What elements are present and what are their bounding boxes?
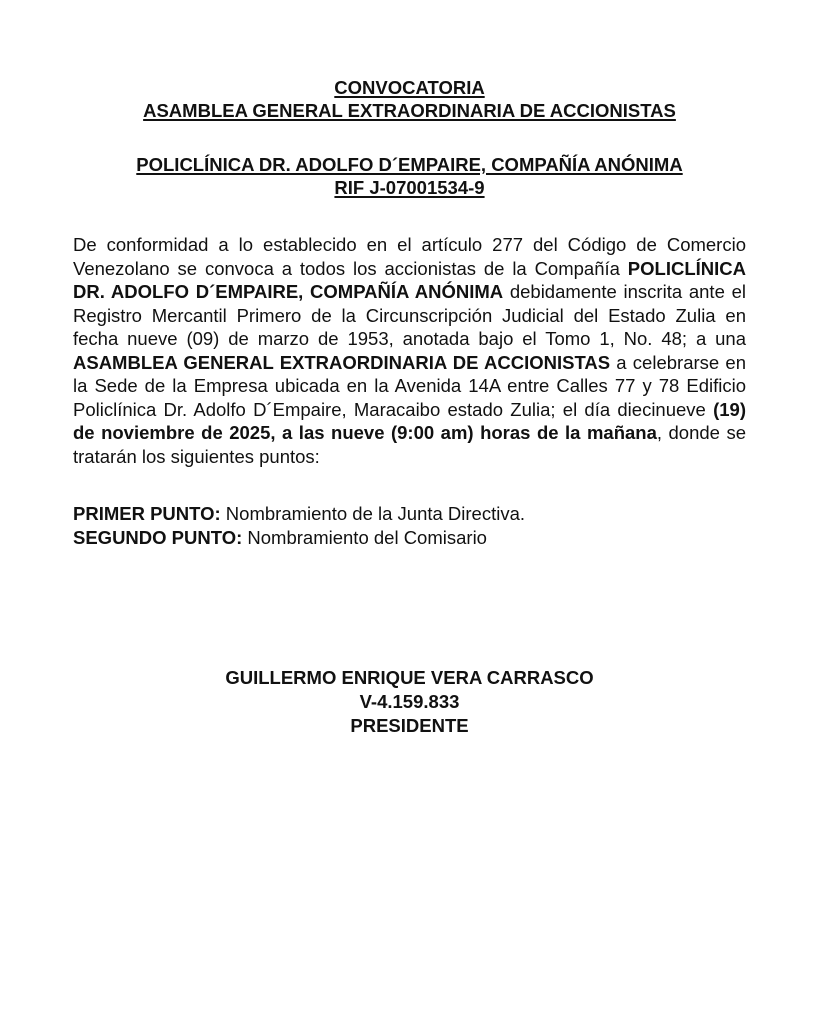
agenda-point-text: Nombramiento del Comisario xyxy=(242,526,487,548)
signature-block xyxy=(73,666,746,738)
agenda-points xyxy=(73,502,746,549)
agenda-point-label: PRIMER PUNTO: xyxy=(73,503,221,524)
signer-name: GUILLERMO ENRIQUE VERA CARRASCO xyxy=(225,667,594,688)
document-page xyxy=(73,76,746,736)
paragraph-assembly-bold: ASAMBLEA GENERAL EXTRAORDINARIA DE ACCIONISTAS xyxy=(73,351,611,373)
company-rif: RIF J-07001534-9 xyxy=(334,177,485,198)
paragraph-text-2: debidamente inscrita ante el Registro Mercantil Primero de la Circunscripción Judicial del Estado Zulia en fecha nueve (09) de marzo de 1953, anotada bajo el Tomo 1, No. 48; a una xyxy=(73,281,746,349)
paragraph-text-4: , donde se tratarán los siguientes puntos: xyxy=(73,422,746,467)
agenda-point-text: Nombramiento de la Junta Directiva. xyxy=(220,503,526,524)
paragraph-date-bold: (19) de noviembre de 2025, a las nueve (9:00 am) horas de la mañana xyxy=(73,398,746,443)
agenda-point-label: SEGUNDO PUNTO: xyxy=(73,526,243,548)
paragraph-company-bold: POLICLÍNICA DR. ADOLFO D´EMPAIRE, COMPAÑÍA ANÓNIMA xyxy=(73,257,746,302)
company-block xyxy=(73,153,746,199)
agenda-point xyxy=(73,502,746,526)
document-title: CONVOCATORIA xyxy=(334,77,485,98)
company-name: POLICLÍNICA DR. ADOLFO D´EMPAIRE, COMPAÑÍA ANÓNIMA xyxy=(136,154,683,175)
convocation-paragraph xyxy=(73,233,746,468)
signer-id: V-4.159.833 xyxy=(359,691,460,712)
agenda-point xyxy=(73,526,746,550)
signer-role: PRESIDENTE xyxy=(350,715,469,736)
paragraph-text-3: a celebrarse en la Sede de la Empresa ubicada en la Avenida 14A entre Calles 77 y 78 Edificio Policlínica Dr. Adolfo D´Empaire, Maracaibo estado Zulia; el día diecinueve xyxy=(73,351,746,420)
paragraph-text-1: De conformidad a lo establecido en el artículo 277 del Código de Comercio Venezolano se convoca a todos los accionistas de la Compañía xyxy=(73,234,746,279)
document-subtitle: ASAMBLEA GENERAL EXTRAORDINARIA DE ACCIONISTAS xyxy=(143,100,676,121)
header-block xyxy=(73,76,746,122)
